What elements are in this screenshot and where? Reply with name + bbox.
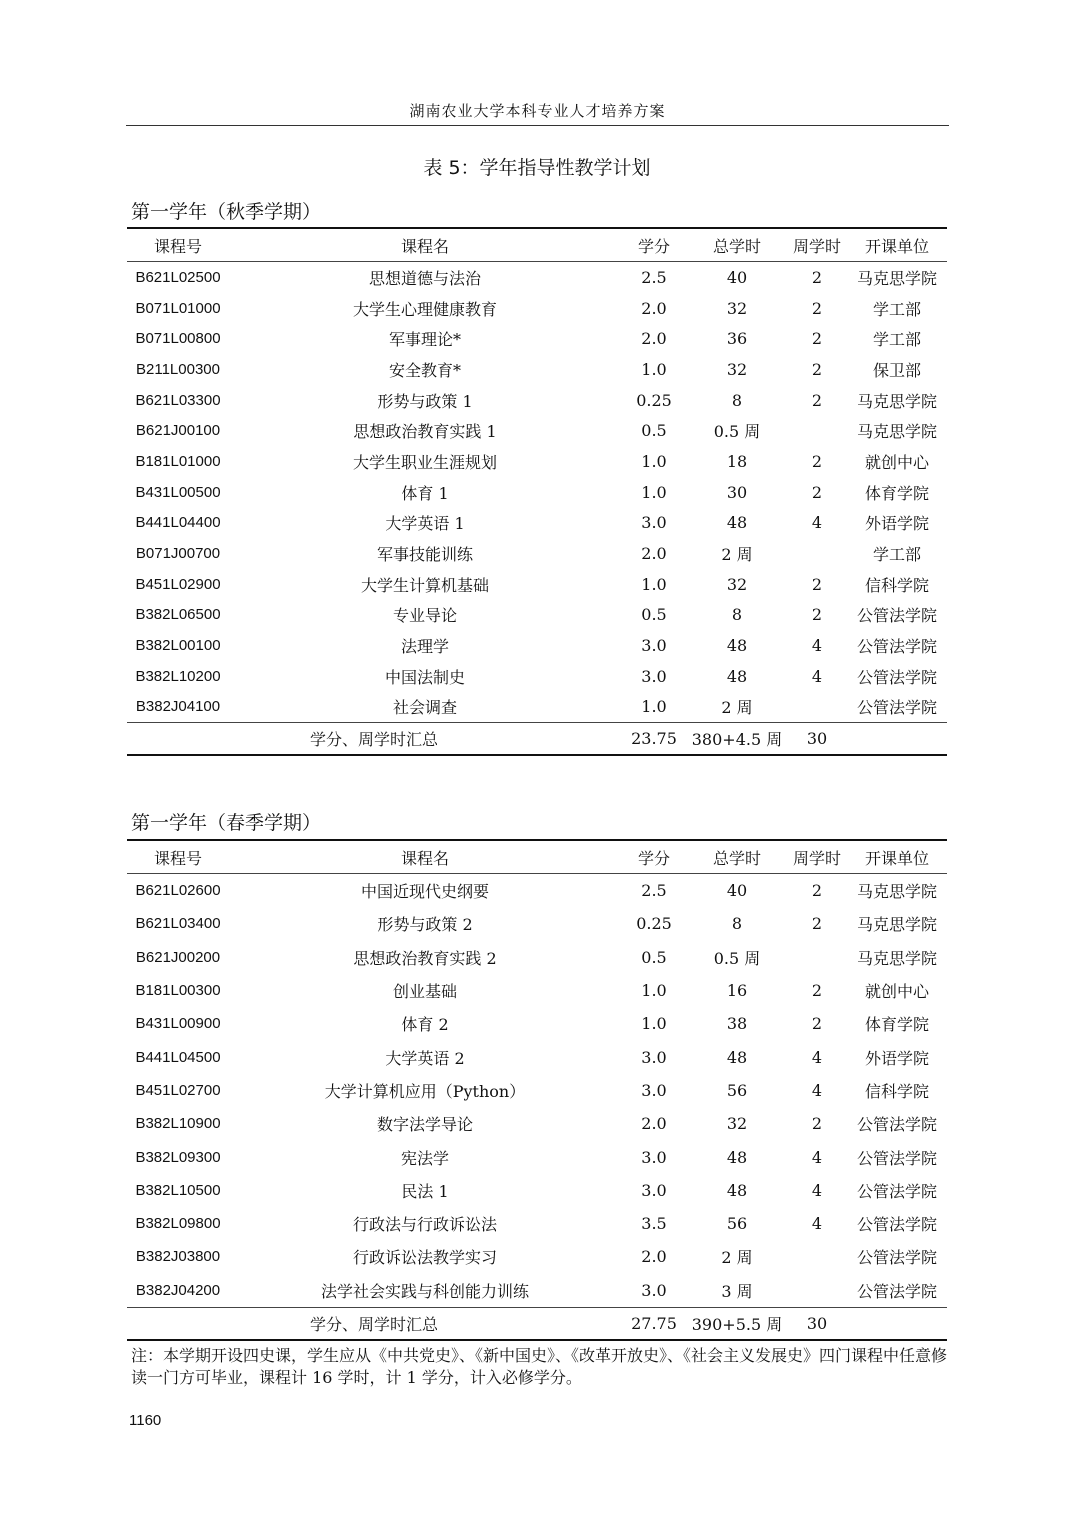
weekly-hours: 4 — [811, 1147, 823, 1167]
spring-course-table — [127, 839, 947, 1341]
credits: 2.0 — [641, 1114, 667, 1134]
col-header-code: 课程号 — [127, 840, 229, 874]
weekly-hours: 4 — [811, 1214, 823, 1234]
course-code: B451L02700 — [135, 1081, 221, 1099]
department: 马克思学院 — [856, 422, 937, 442]
department: 马克思学院 — [856, 915, 937, 935]
credits: 3.0 — [641, 1280, 667, 1300]
course-name: 创业基础 — [392, 982, 457, 1002]
credits: 2.0 — [641, 329, 667, 349]
credits: 1.0 — [641, 697, 667, 717]
table-row — [127, 941, 947, 974]
course-code: B621L03400 — [135, 915, 221, 933]
course-code: B621L02500 — [135, 268, 221, 286]
table-row — [127, 323, 947, 354]
total-hours: 30 — [726, 482, 748, 502]
autumn-summary-row — [127, 723, 947, 756]
course-code: B382L10500 — [135, 1181, 221, 1199]
weekly-hours: 2 — [811, 914, 823, 934]
summary-label: 学分、周学时汇总 — [127, 1307, 621, 1340]
course-code: B431L00900 — [135, 1015, 221, 1033]
credits: 3.0 — [641, 1047, 667, 1067]
course-code: B451L02900 — [135, 575, 221, 593]
weekly-hours: 2 — [811, 605, 823, 625]
table-row — [127, 661, 947, 692]
course-name: 体育 2 — [401, 1015, 449, 1035]
department: 公管法学院 — [856, 1248, 937, 1268]
course-code: B441L04400 — [135, 514, 221, 532]
course-name: 军事技能训练 — [376, 545, 473, 565]
total-hours: 2 周 — [721, 1248, 753, 1268]
course-code: B382L09300 — [135, 1148, 221, 1166]
department: 马克思学院 — [856, 948, 937, 968]
table-row — [127, 1274, 947, 1308]
weekly-hours: 4 — [811, 513, 823, 533]
col-header-weekly-hours: 周学时 — [787, 840, 847, 874]
total-hours: 8 — [731, 390, 743, 410]
total-hours: 32 — [726, 359, 748, 379]
total-hours: 38 — [726, 1014, 748, 1034]
col-header-total-hours: 总学时 — [687, 840, 787, 874]
table-row — [127, 974, 947, 1007]
course-code: B071L01000 — [135, 299, 221, 317]
credits: 1.0 — [641, 574, 667, 594]
total-hours: 3 周 — [721, 1281, 753, 1301]
weekly-hours: 2 — [811, 451, 823, 471]
weekly-hours: 2 — [811, 359, 823, 379]
credits: 2.5 — [641, 267, 667, 287]
summary-total-hours: 390+5.5 周 — [687, 1307, 787, 1340]
weekly-hours: 2 — [811, 1014, 823, 1034]
table-row — [127, 1107, 947, 1140]
weekly-hours: 2 — [811, 267, 823, 287]
footnote: 注：本学期开设四史课，学生应从《中共党史》、《新中国史》、《改革开放史》、《社会主义发展史》四门课程中任意修读一门方可毕业，课程计 16 学时，计 1 学分，计入必修学分。 — [131, 1346, 948, 1387]
course-code: B621L03300 — [135, 391, 221, 409]
weekly-hours: 2 — [811, 329, 823, 349]
total-hours: 48 — [726, 1180, 748, 1200]
summary-empty — [847, 1307, 947, 1340]
total-hours: 8 — [731, 914, 743, 934]
course-name: 军事理论* — [388, 330, 461, 350]
table-row — [127, 1007, 947, 1040]
credits: 1.0 — [641, 1014, 667, 1034]
department: 公管法学院 — [856, 1281, 937, 1301]
department: 学工部 — [872, 545, 921, 565]
table-row — [127, 907, 947, 940]
weekly-hours: 4 — [811, 666, 823, 686]
credits: 0.25 — [636, 390, 672, 410]
summary-credits: 27.75 — [621, 1307, 687, 1340]
course-code: B382J04200 — [135, 1281, 221, 1299]
weekly-hours: 2 — [811, 981, 823, 1001]
col-header-weekly-hours: 周学时 — [787, 228, 847, 262]
weekly-hours: 4 — [811, 1180, 823, 1200]
summary-weekly-hours: 30 — [787, 723, 847, 756]
course-name: 行政诉讼法教学实习 — [352, 1248, 497, 1268]
course-code: B071L00800 — [135, 330, 221, 348]
course-code: B382J04100 — [135, 698, 221, 716]
col-header-code: 课程号 — [127, 228, 229, 262]
total-hours: 32 — [726, 298, 748, 318]
weekly-hours: 4 — [811, 1047, 823, 1067]
department: 公管法学院 — [856, 1181, 937, 1201]
course-code: B382L10900 — [135, 1115, 221, 1133]
weekly-hours — [787, 941, 847, 974]
department: 公管法学院 — [856, 1115, 937, 1135]
weekly-hours: 2 — [811, 881, 823, 901]
course-code: B441L04500 — [135, 1048, 221, 1066]
credits: 2.0 — [641, 544, 667, 564]
credits: 3.0 — [641, 1147, 667, 1167]
credits: 2.0 — [641, 298, 667, 318]
total-hours: 48 — [726, 666, 748, 686]
col-header-credits: 学分 — [621, 840, 687, 874]
table-row — [127, 446, 947, 477]
course-code: B621J00200 — [135, 948, 221, 966]
course-code: B382L09800 — [135, 1215, 221, 1233]
credits: 3.0 — [641, 1180, 667, 1200]
course-name: 安全教育* — [388, 360, 461, 380]
course-name: 社会调查 — [392, 698, 457, 718]
col-header-name: 课程名 — [229, 228, 621, 262]
course-code: B382L00100 — [135, 637, 221, 655]
course-code: B211L00300 — [136, 360, 220, 378]
table-row — [127, 508, 947, 539]
weekly-hours: 2 — [811, 298, 823, 318]
course-code: B071J00700 — [135, 545, 221, 563]
course-name: 中国近现代史纲要 — [360, 882, 489, 902]
course-name: 思想政治教育实践 2 — [353, 948, 497, 968]
col-header-department: 开课单位 — [847, 840, 947, 874]
table-row — [127, 477, 947, 508]
table-row — [127, 569, 947, 600]
summary-total-hours: 380+4.5 周 — [687, 723, 787, 756]
weekly-hours: 2 — [811, 482, 823, 502]
weekly-hours — [787, 415, 847, 446]
weekly-hours: 2 — [811, 574, 823, 594]
total-hours: 40 — [726, 267, 748, 287]
weekly-hours: 4 — [811, 1080, 823, 1100]
header-rule — [126, 125, 949, 126]
course-name: 法理学 — [400, 637, 449, 657]
table-row — [127, 630, 947, 661]
credits: 3.0 — [641, 666, 667, 686]
department: 就创中心 — [864, 452, 929, 472]
credits: 0.25 — [636, 914, 672, 934]
table-row — [127, 1207, 947, 1240]
course-name: 思想政治教育实践 1 — [353, 422, 497, 442]
course-code: B181L01000 — [135, 452, 221, 470]
autumn-course-table — [127, 227, 947, 756]
department: 公管法学院 — [856, 1215, 937, 1235]
course-name: 中国法制史 — [384, 667, 465, 687]
course-name: 宪法学 — [400, 1148, 449, 1168]
course-code: B431L00500 — [135, 483, 221, 501]
table-row — [127, 415, 947, 446]
total-hours: 32 — [726, 1114, 748, 1134]
table-header-row — [127, 228, 947, 262]
spring-table-body — [127, 874, 947, 1308]
course-name: 民法 1 — [401, 1181, 449, 1201]
course-name: 形势与政策 1 — [377, 391, 473, 411]
credits: 2.5 — [641, 881, 667, 901]
credits: 3.0 — [641, 636, 667, 656]
spring-section-title: 第一学年（春季学期） — [131, 812, 322, 834]
course-code: B382L10200 — [135, 667, 221, 685]
course-name: 行政法与行政诉讼法 — [352, 1215, 497, 1235]
department: 外语学院 — [864, 1048, 929, 1068]
total-hours: 36 — [726, 329, 748, 349]
col-header-total-hours: 总学时 — [687, 228, 787, 262]
course-code: B621L02600 — [135, 882, 221, 900]
table-row — [127, 262, 947, 293]
department: 马克思学院 — [856, 882, 937, 902]
department: 学工部 — [872, 299, 921, 319]
total-hours: 2 周 — [721, 698, 753, 718]
col-header-department: 开课单位 — [847, 228, 947, 262]
table-row — [127, 1040, 947, 1073]
department: 公管法学院 — [856, 637, 937, 657]
weekly-hours: 2 — [811, 1114, 823, 1134]
course-name: 大学计算机应用（Python） — [324, 1081, 526, 1101]
course-code: B621J00100 — [135, 422, 221, 440]
weekly-hours — [787, 1274, 847, 1308]
table-row — [127, 1240, 947, 1273]
department: 信科学院 — [864, 1081, 929, 1101]
course-code: B382L06500 — [135, 606, 221, 624]
total-hours: 48 — [726, 1147, 748, 1167]
credits: 1.0 — [641, 451, 667, 471]
department: 外语学院 — [864, 514, 929, 534]
table-row — [127, 293, 947, 324]
course-name: 思想道德与法治 — [368, 268, 481, 288]
department: 公管法学院 — [856, 606, 937, 626]
page-header: 湖南农业大学本科专业人才培养方案 — [409, 102, 666, 120]
course-name: 法学社会实践与科创能力训练 — [320, 1281, 529, 1301]
total-hours: 16 — [726, 981, 748, 1001]
department: 体育学院 — [864, 483, 929, 503]
table-row — [127, 1074, 947, 1107]
table-row — [127, 354, 947, 385]
total-hours: 48 — [726, 636, 748, 656]
total-hours: 8 — [731, 605, 743, 625]
summary-weekly-hours: 30 — [787, 1307, 847, 1340]
credits: 0.5 — [641, 947, 667, 967]
total-hours: 40 — [726, 881, 748, 901]
total-hours: 56 — [726, 1214, 748, 1234]
table-row — [127, 692, 947, 723]
weekly-hours — [787, 1240, 847, 1273]
table-title: 表 5：学年指导性教学计划 — [423, 157, 651, 179]
credits: 1.0 — [641, 981, 667, 1001]
credits: 1.0 — [641, 359, 667, 379]
spring-summary-row — [127, 1307, 947, 1340]
department: 公管法学院 — [856, 1148, 937, 1168]
weekly-hours: 4 — [811, 636, 823, 656]
credits: 0.5 — [641, 605, 667, 625]
summary-label: 学分、周学时汇总 — [127, 723, 621, 756]
course-name: 数字法学导论 — [376, 1115, 473, 1135]
credits: 3.0 — [641, 513, 667, 533]
autumn-section-title: 第一学年（秋季学期） — [131, 201, 322, 223]
department: 保卫部 — [872, 360, 921, 380]
summary-credits: 23.75 — [621, 723, 687, 756]
weekly-hours — [787, 692, 847, 723]
department: 马克思学院 — [856, 391, 937, 411]
weekly-hours — [787, 538, 847, 569]
total-hours: 48 — [726, 513, 748, 533]
credits: 3.5 — [641, 1214, 667, 1234]
page-number: 1160 — [129, 1412, 162, 1429]
department: 公管法学院 — [856, 698, 937, 718]
course-code: B382J03800 — [135, 1248, 221, 1266]
total-hours: 0.5 周 — [713, 948, 761, 968]
table-row — [127, 385, 947, 416]
table-row — [127, 1174, 947, 1207]
course-name: 形势与政策 2 — [377, 915, 473, 935]
table-row — [127, 1140, 947, 1173]
department: 学工部 — [872, 330, 921, 350]
total-hours: 56 — [726, 1080, 748, 1100]
table-row — [127, 874, 947, 908]
table-row — [127, 600, 947, 631]
total-hours: 18 — [726, 451, 748, 471]
credits: 1.0 — [641, 482, 667, 502]
total-hours: 32 — [726, 574, 748, 594]
col-header-name: 课程名 — [229, 840, 621, 874]
col-header-credits: 学分 — [621, 228, 687, 262]
weekly-hours: 2 — [811, 390, 823, 410]
department: 公管法学院 — [856, 667, 937, 687]
total-hours: 2 周 — [721, 545, 753, 565]
credits: 2.0 — [641, 1247, 667, 1267]
total-hours: 0.5 周 — [713, 422, 761, 442]
summary-empty — [847, 723, 947, 756]
department: 体育学院 — [864, 1015, 929, 1035]
total-hours: 48 — [726, 1047, 748, 1067]
table-header-row — [127, 840, 947, 874]
credits: 3.0 — [641, 1080, 667, 1100]
course-code: B181L00300 — [135, 982, 221, 1000]
course-name: 大学英语 1 — [385, 514, 465, 534]
course-name: 专业导论 — [392, 606, 457, 626]
department: 马克思学院 — [856, 268, 937, 288]
autumn-table-body — [127, 262, 947, 723]
course-name: 大学生职业生涯规划 — [352, 452, 497, 472]
department: 信科学院 — [864, 575, 929, 595]
course-name: 大学英语 2 — [385, 1048, 465, 1068]
course-name: 体育 1 — [401, 483, 449, 503]
credits: 0.5 — [641, 421, 667, 441]
table-row — [127, 538, 947, 569]
course-name: 大学生计算机基础 — [360, 575, 489, 595]
department: 就创中心 — [864, 982, 929, 1002]
course-name: 大学生心理健康教育 — [352, 299, 497, 319]
